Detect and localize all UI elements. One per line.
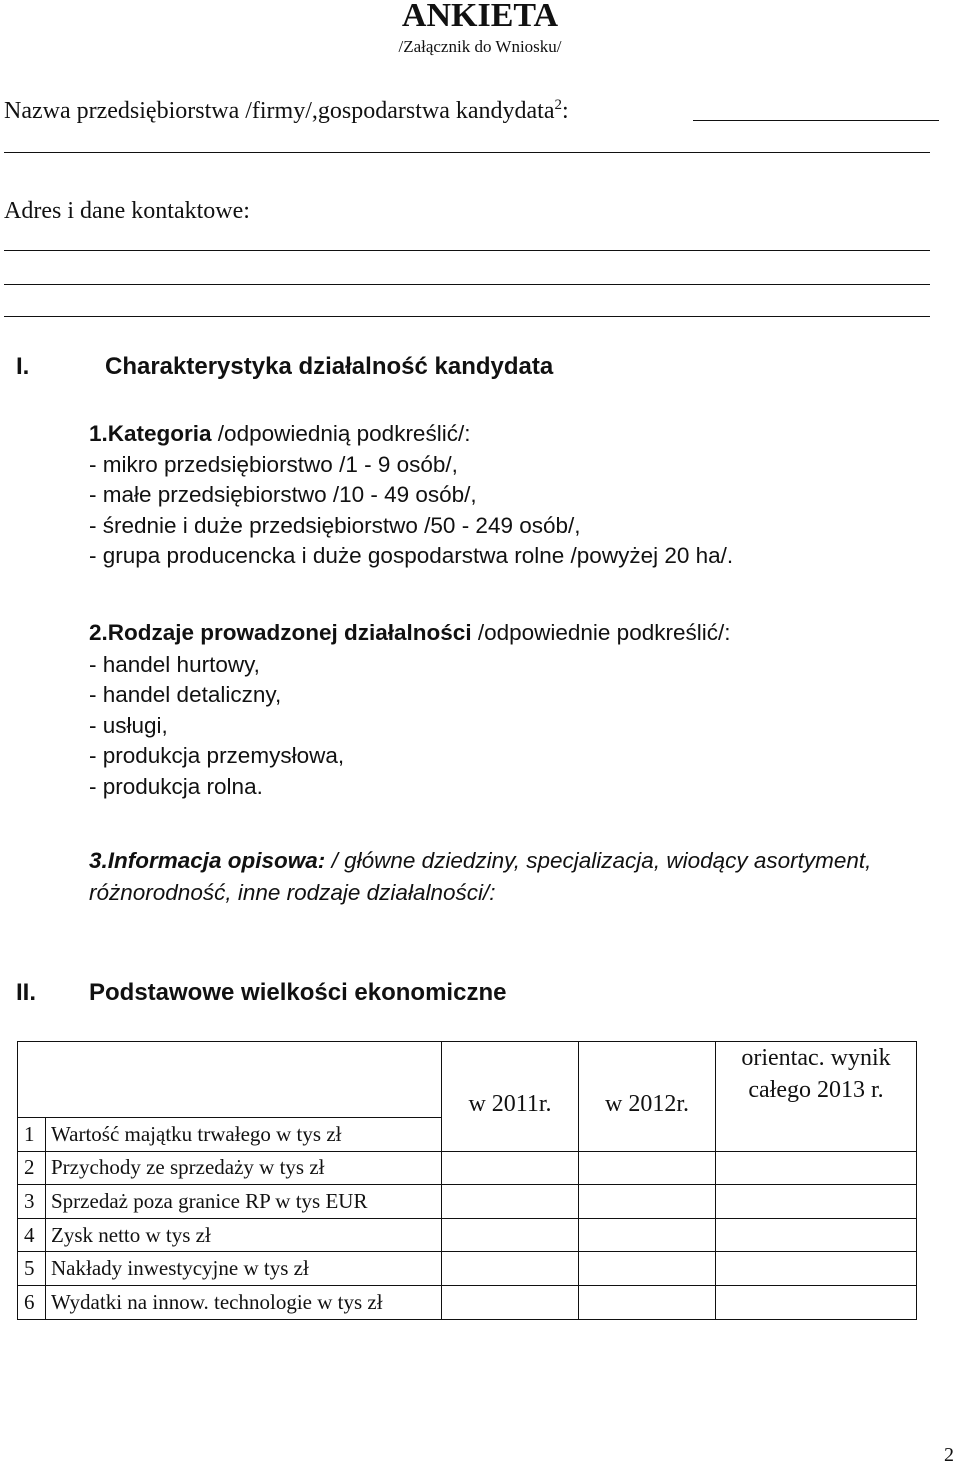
cell-2012[interactable] — [579, 1118, 716, 1152]
table-row — [18, 1252, 917, 1286]
row-number: 5 — [18, 1252, 46, 1286]
row-number: 2 — [18, 1151, 46, 1185]
cell-2012[interactable] — [579, 1252, 716, 1286]
row-label: Zysk netto w tys zł — [46, 1218, 442, 1252]
table-row — [18, 1285, 917, 1319]
address-fill-line-1[interactable] — [4, 250, 930, 251]
cell-2013[interactable] — [716, 1185, 917, 1219]
column-header-2011: w 2011r. — [442, 1042, 579, 1118]
section-2-title: Podstawowe wielkości ekonomiczne — [89, 979, 507, 1006]
cell-2013[interactable] — [716, 1118, 917, 1152]
page-number: 2 — [944, 1444, 954, 1466]
table-header-row — [18, 1042, 917, 1118]
question-1-heading: 1.Kategoria /odpowiednią podkreślić/: — [89, 421, 471, 446]
cell-2012[interactable] — [579, 1151, 716, 1185]
table-row — [18, 1185, 917, 1219]
company-name-fill-line[interactable] — [693, 120, 939, 121]
question-3-heading: 3.Informacja opisowa: / główne dziedziny, specjalizacja, wiodący asortyment, różnorodność, inne rodzaje działalności/: — [89, 848, 872, 905]
cell-2011[interactable] — [442, 1285, 579, 1319]
table-row — [18, 1118, 917, 1152]
column-header-2012: w 2012r. — [579, 1042, 716, 1118]
category-option-micro[interactable]: - mikro przedsiębiorstwo /1 - 9 osób/, — [89, 452, 458, 477]
category-option-small[interactable]: - małe przedsiębiorstwo /10 - 49 osób/, — [89, 482, 477, 508]
row-label: Wydatki na innow. technologie w tys zł — [46, 1285, 442, 1319]
cell-2012[interactable] — [579, 1185, 716, 1219]
activity-option-wholesale[interactable]: - handel hurtowy, — [89, 652, 260, 677]
company-name-fill-line-2[interactable] — [4, 152, 930, 153]
cell-2012[interactable] — [579, 1285, 716, 1319]
cell-2011[interactable] — [442, 1151, 579, 1185]
company-name-label: Nazwa przedsiębiorstwa /firmy/,gospodarstwa kandydata$^2$: — [4, 97, 569, 124]
category-option-producer-group[interactable]: - grupa producencka i duże gospodarstwa rolne /powyżej 20 ha/. — [89, 543, 734, 569]
row-label: Nakłady inwestycyjne w tys zł — [46, 1252, 442, 1286]
address-fill-line-2[interactable] — [4, 284, 930, 285]
economic-figures-table — [17, 1041, 917, 1320]
cell-2011[interactable] — [442, 1185, 579, 1219]
category-option-medium-large[interactable]: - średnie i duże przedsiębiorstwo /50 - 249 osób/, — [89, 512, 581, 538]
row-label: Sprzedaż poza granice RP w tys EUR — [46, 1185, 442, 1219]
activity-option-agricultural[interactable]: - produkcja rolna. — [89, 773, 263, 799]
cell-2011[interactable] — [442, 1252, 579, 1286]
cell-2013[interactable] — [716, 1285, 917, 1319]
row-number: 4 — [18, 1218, 46, 1252]
address-fill-line-3[interactable] — [4, 316, 930, 317]
table-row — [18, 1218, 917, 1252]
table-row — [18, 1151, 917, 1185]
cell-2013[interactable] — [716, 1151, 917, 1185]
table-header-blank — [18, 1042, 442, 1118]
document-subtitle: /Załącznik do Wniosku/ — [398, 37, 562, 56]
section-1-title: Charakterystyka działalność kandydata — [105, 353, 554, 380]
section-1-number: I. — [16, 353, 30, 380]
question-1-options — [89, 450, 733, 572]
activity-option-services[interactable]: - usługi, — [89, 712, 168, 738]
row-number: 3 — [18, 1185, 46, 1219]
document-title: ANKIETA — [401, 0, 559, 34]
cell-2011[interactable] — [442, 1218, 579, 1252]
cell-2013[interactable] — [716, 1218, 917, 1252]
footnote-marker: 2 — [554, 97, 562, 113]
address-label: Adres i dane kontaktowe: — [4, 198, 250, 224]
cell-2012[interactable] — [579, 1218, 716, 1252]
activity-option-industrial[interactable]: - produkcja przemysłowa, — [89, 743, 345, 769]
row-label: Wartość majątku trwałego w tys zł — [46, 1118, 442, 1152]
row-number: 1 — [18, 1118, 46, 1152]
activity-option-retail[interactable]: - handel detaliczny, — [89, 682, 282, 708]
section-2-number: II. — [16, 979, 37, 1006]
question-2-heading: 2.Rodzaje prowadzonej działalności /odpowiednie podkreślić/: — [89, 620, 731, 645]
row-label: Przychody ze sprzedaży w tys zł — [46, 1151, 442, 1185]
cell-2013[interactable] — [716, 1252, 917, 1286]
question-2-options — [89, 650, 344, 802]
cell-2011[interactable] — [442, 1118, 579, 1152]
column-header-2013-estimate: orientac. wynik całego 2013 r. — [716, 1042, 917, 1118]
row-number: 6 — [18, 1285, 46, 1319]
